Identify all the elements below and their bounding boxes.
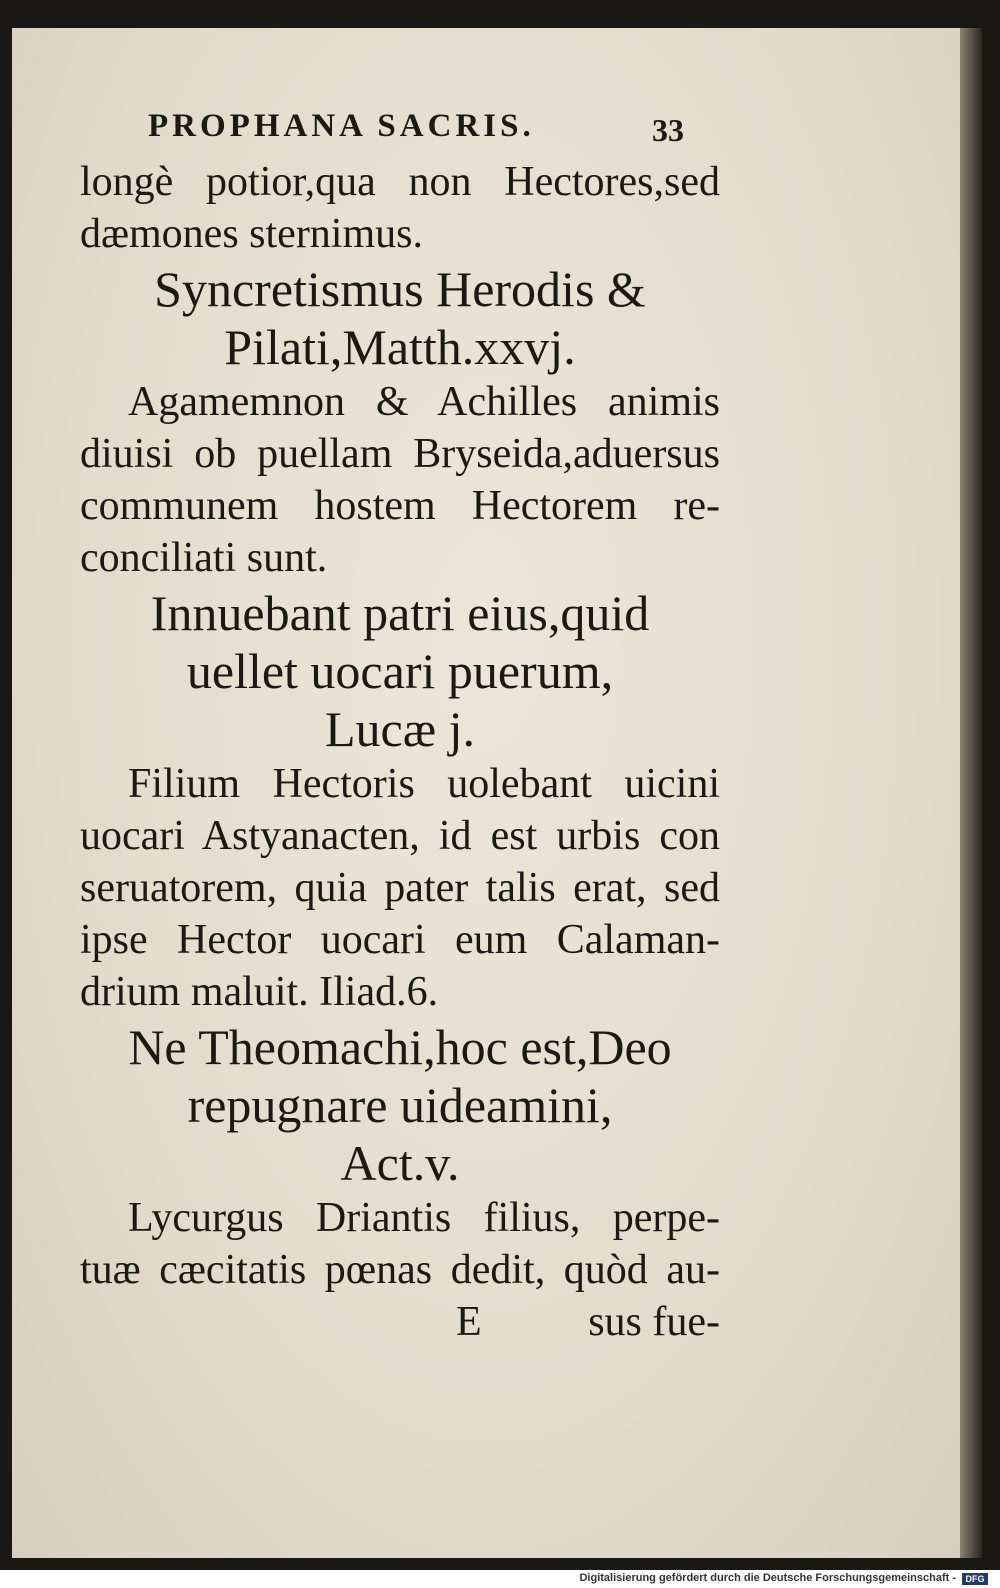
section-heading-line: Ne Theomachi,hoc est,Deo [128,1019,672,1075]
text-line: drium maluit. Iliad.6. [80,969,439,1015]
text-line: Lycurgus Driantis filius, perpe- [128,1195,720,1241]
text-line: communem hostem Hectorem re- [80,483,720,529]
text-line: uocari Astyanacten, id est urbis con [80,813,720,859]
section-heading-line: Innuebant patri eius,quid [150,585,650,641]
page-header [80,100,720,156]
text-line: tuæ cæcitatis pœnas dedit, quòd au- [80,1247,720,1293]
dfg-logo-icon: DFG [962,1573,988,1585]
section-heading-line: Act.v. [340,1135,460,1191]
page-edge-shadow [960,28,982,1558]
page-text-block [80,100,720,1352]
text-line: diuisi ob puellam Bryseida,aduersus [80,431,720,477]
text-line: seruatorem, quia pater talis erat, sed [80,865,720,911]
section-heading-line: Lucæ j. [325,701,475,757]
text-line: ipse Hector uocari eum Calaman- [80,917,720,963]
section-heading-line: Syncretismus Herodis & [154,261,646,317]
text-line: conciliati sunt. [80,535,328,581]
section-heading-line: uellet uocari puerum, [186,643,614,699]
section-heading-line: repugnare uideamini, [187,1077,613,1133]
text-line: Agamemnon & Achilles animis [128,379,720,425]
text-line: dæmones sternimus. [80,211,423,257]
catchword: sus fue- [588,1299,720,1345]
funding-credit: Digitalisierung gefördert durch die Deutsche Forschungsgemeinschaft - [579,1572,956,1584]
catch-line [80,1296,720,1352]
text-line: Filium Hectoris uolebant uicini [128,761,720,807]
running-head: PROPHANA SACRIS. [148,108,535,144]
page-number: 33 [652,112,684,148]
signature-mark: E [456,1299,482,1345]
text-line: longè potior,qua non Hectores,sed [80,159,720,205]
section-heading-line: Pilati,Matth.xxvj. [224,319,576,375]
